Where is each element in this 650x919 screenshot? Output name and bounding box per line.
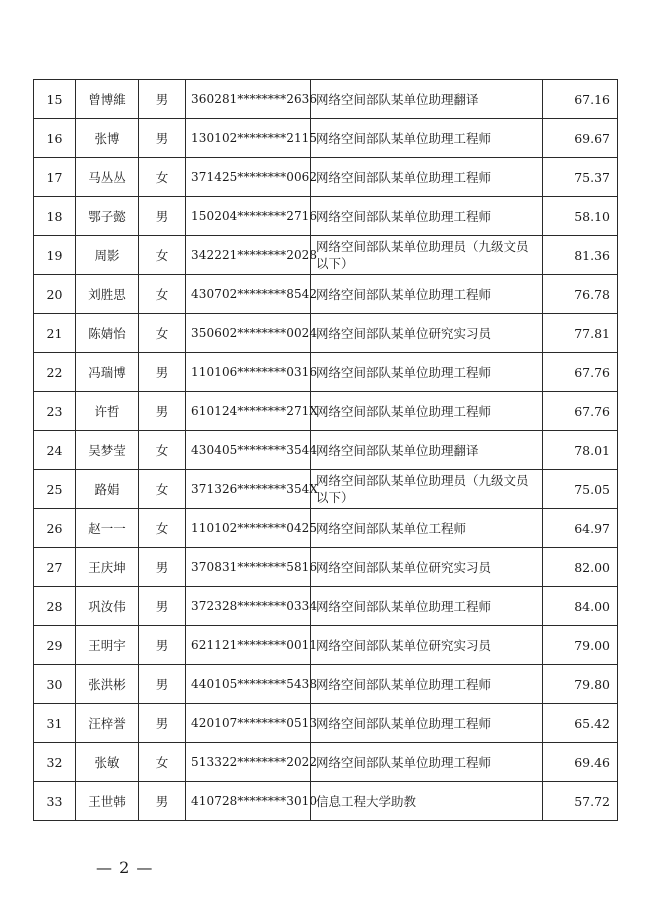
score: 67.76 <box>543 353 618 392</box>
candidate-gender: 女 <box>139 470 186 509</box>
candidate-name: 鄂子懿 <box>76 197 139 236</box>
table-row <box>34 548 618 587</box>
candidate-table-container <box>33 79 617 821</box>
position-title: 网络空间部队某单位助理工程师 <box>311 743 543 782</box>
position-title: 网络空间部队某单位助理工程师 <box>311 158 543 197</box>
score: 84.00 <box>543 587 618 626</box>
table-row <box>34 236 618 275</box>
id-number: 360281********2636 <box>186 80 311 119</box>
score: 75.37 <box>543 158 618 197</box>
table-row <box>34 353 618 392</box>
id-number: 370831********5816 <box>186 548 311 587</box>
candidate-gender: 男 <box>139 665 186 704</box>
score: 75.05 <box>543 470 618 509</box>
position-title: 网络空间部队某单位助理员（九级文员以下） <box>311 236 543 275</box>
position-title: 网络空间部队某单位助理工程师 <box>311 704 543 743</box>
candidate-gender: 女 <box>139 431 186 470</box>
id-number: 440105********5438 <box>186 665 311 704</box>
table-row <box>34 119 618 158</box>
table-row <box>34 158 618 197</box>
score: 78.01 <box>543 431 618 470</box>
candidate-gender: 男 <box>139 80 186 119</box>
table-row <box>34 275 618 314</box>
row-index: 30 <box>34 665 76 704</box>
candidate-name: 曾博維 <box>76 80 139 119</box>
candidate-name: 赵一一 <box>76 509 139 548</box>
candidate-gender: 男 <box>139 197 186 236</box>
id-number: 371326********354X <box>186 470 311 509</box>
candidate-name: 刘胜思 <box>76 275 139 314</box>
candidate-gender: 女 <box>139 275 186 314</box>
candidate-gender: 女 <box>139 743 186 782</box>
position-title: 网络空间部队某单位助理工程师 <box>311 197 543 236</box>
row-index: 19 <box>34 236 76 275</box>
position-title: 信息工程大学助教 <box>311 782 543 821</box>
candidate-name: 王庆坤 <box>76 548 139 587</box>
id-number: 371425********0062 <box>186 158 311 197</box>
row-index: 17 <box>34 158 76 197</box>
id-number: 410728********3010 <box>186 782 311 821</box>
candidate-name: 冯瑞博 <box>76 353 139 392</box>
score: 67.16 <box>543 80 618 119</box>
row-index: 20 <box>34 275 76 314</box>
id-number: 150204********2716 <box>186 197 311 236</box>
candidate-name: 陈婧怡 <box>76 314 139 353</box>
position-title: 网络空间部队某单位助理员（九级文员以下） <box>311 470 543 509</box>
score: 69.46 <box>543 743 618 782</box>
row-index: 25 <box>34 470 76 509</box>
table-row <box>34 743 618 782</box>
candidate-gender: 男 <box>139 548 186 587</box>
id-number: 342221********2028 <box>186 236 311 275</box>
row-index: 15 <box>34 80 76 119</box>
score: 67.76 <box>543 392 618 431</box>
page-number: — 2 — <box>96 858 154 877</box>
candidate-name: 马丛丛 <box>76 158 139 197</box>
position-title: 网络空间部队某单位工程师 <box>311 509 543 548</box>
id-number: 430702********8542 <box>186 275 311 314</box>
id-number: 372328********0334 <box>186 587 311 626</box>
table-body <box>34 80 618 821</box>
row-index: 28 <box>34 587 76 626</box>
row-index: 29 <box>34 626 76 665</box>
score: 77.81 <box>543 314 618 353</box>
row-index: 24 <box>34 431 76 470</box>
row-index: 32 <box>34 743 76 782</box>
candidate-name: 王明宇 <box>76 626 139 665</box>
position-title: 网络空间部队某单位助理工程师 <box>311 275 543 314</box>
table-row <box>34 626 618 665</box>
id-number: 420107********0513 <box>186 704 311 743</box>
candidate-gender: 女 <box>139 236 186 275</box>
candidate-gender: 男 <box>139 704 186 743</box>
id-number: 110102********0425 <box>186 509 311 548</box>
row-index: 31 <box>34 704 76 743</box>
candidate-name: 巩汝伟 <box>76 587 139 626</box>
score: 58.10 <box>543 197 618 236</box>
candidate-name: 汪梓誉 <box>76 704 139 743</box>
candidate-gender: 男 <box>139 119 186 158</box>
position-title: 网络空间部队某单位助理工程师 <box>311 353 543 392</box>
candidate-name: 路娟 <box>76 470 139 509</box>
row-index: 18 <box>34 197 76 236</box>
row-index: 33 <box>34 782 76 821</box>
score: 64.97 <box>543 509 618 548</box>
candidate-gender: 女 <box>139 509 186 548</box>
score: 82.00 <box>543 548 618 587</box>
table-row <box>34 509 618 548</box>
table-row <box>34 470 618 509</box>
candidate-gender: 女 <box>139 314 186 353</box>
candidate-gender: 男 <box>139 587 186 626</box>
candidate-gender: 男 <box>139 626 186 665</box>
candidate-name: 张博 <box>76 119 139 158</box>
candidate-name: 周影 <box>76 236 139 275</box>
id-number: 130102********2115 <box>186 119 311 158</box>
table-row <box>34 587 618 626</box>
candidate-name: 张敏 <box>76 743 139 782</box>
table-row <box>34 392 618 431</box>
table-row <box>34 314 618 353</box>
row-index: 16 <box>34 119 76 158</box>
candidate-table <box>33 79 618 821</box>
table-row <box>34 704 618 743</box>
table-row <box>34 80 618 119</box>
id-number: 110106********0316 <box>186 353 311 392</box>
row-index: 23 <box>34 392 76 431</box>
position-title: 网络空间部队某单位研究实习员 <box>311 626 543 665</box>
candidate-name: 吴梦莹 <box>76 431 139 470</box>
row-index: 26 <box>34 509 76 548</box>
table-row <box>34 431 618 470</box>
candidate-gender: 男 <box>139 353 186 392</box>
position-title: 网络空间部队某单位研究实习员 <box>311 314 543 353</box>
row-index: 27 <box>34 548 76 587</box>
score: 79.00 <box>543 626 618 665</box>
candidate-name: 王世韩 <box>76 782 139 821</box>
position-title: 网络空间部队某单位助理工程师 <box>311 587 543 626</box>
id-number: 610124********271X <box>186 392 311 431</box>
candidate-gender: 男 <box>139 392 186 431</box>
id-number: 621121********0011 <box>186 626 311 665</box>
table-row <box>34 197 618 236</box>
id-number: 430405********3544 <box>186 431 311 470</box>
table-row <box>34 782 618 821</box>
position-title: 网络空间部队某单位助理翻译 <box>311 431 543 470</box>
id-number: 513322********2022 <box>186 743 311 782</box>
position-title: 网络空间部队某单位研究实习员 <box>311 548 543 587</box>
row-index: 21 <box>34 314 76 353</box>
position-title: 网络空间部队某单位助理工程师 <box>311 392 543 431</box>
score: 65.42 <box>543 704 618 743</box>
score: 76.78 <box>543 275 618 314</box>
score: 81.36 <box>543 236 618 275</box>
score: 69.67 <box>543 119 618 158</box>
row-index: 22 <box>34 353 76 392</box>
candidate-gender: 女 <box>139 158 186 197</box>
score: 79.80 <box>543 665 618 704</box>
candidate-name: 张洪彬 <box>76 665 139 704</box>
table-row <box>34 665 618 704</box>
position-title: 网络空间部队某单位助理翻译 <box>311 80 543 119</box>
candidate-gender: 男 <box>139 782 186 821</box>
id-number: 350602********0024 <box>186 314 311 353</box>
position-title: 网络空间部队某单位助理工程师 <box>311 665 543 704</box>
candidate-name: 许哲 <box>76 392 139 431</box>
score: 57.72 <box>543 782 618 821</box>
position-title: 网络空间部队某单位助理工程师 <box>311 119 543 158</box>
